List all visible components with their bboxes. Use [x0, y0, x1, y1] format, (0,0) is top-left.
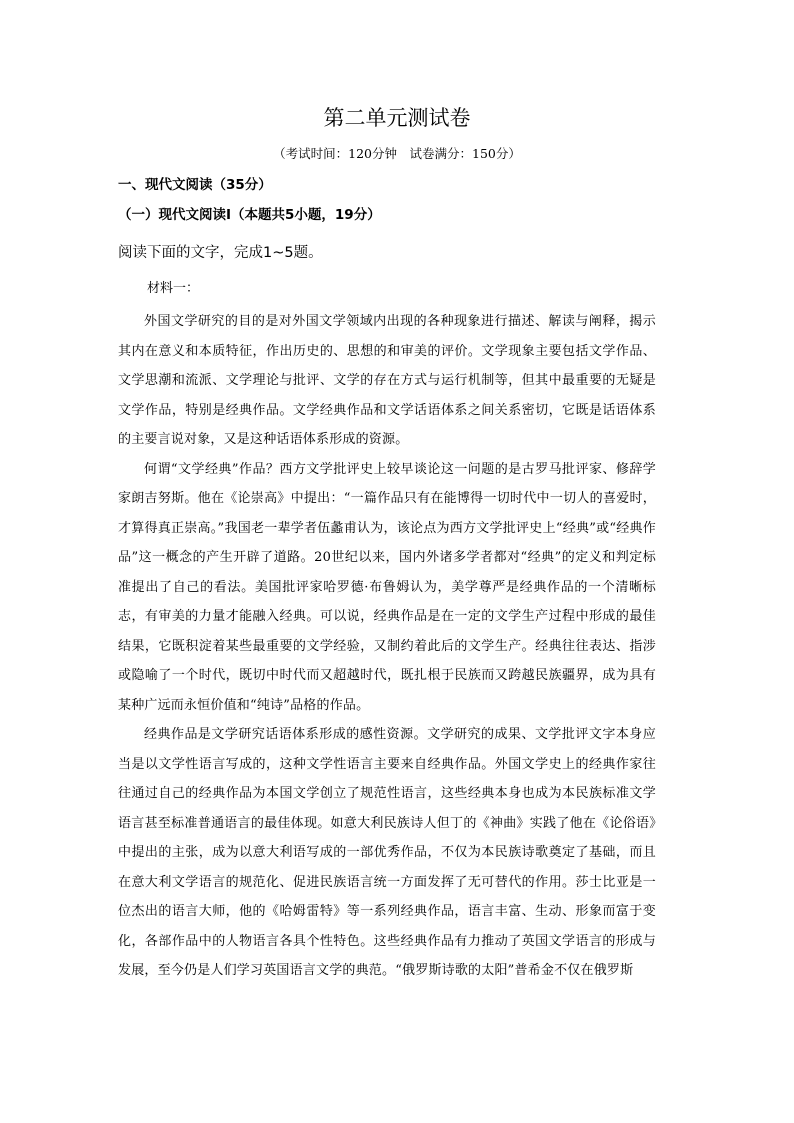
reading-instruction: 阅读下面的文字，完成1~5题。	[118, 245, 323, 261]
material-body	[118, 307, 656, 986]
exam-title: 第二单元测试卷	[323, 106, 471, 130]
paragraph: 何谓“文学经典”作品？西方文学批评史上较早谈论这一问题的是古罗马批评家、修辞学家朗吉努斯。他在《论崇高》中提出：“一篇作品只有在能博得一切时代中一切人的喜爱时，才算得真正崇高。”我国老一辈学者伍蠡甫认为，该论点为西方文学批评史上“经典”或“经典作品”这一概念的产生开辟了道路。20世纪以来，国内外诸多学者都对“经典”的定义和判定标准提出了自己的看法。美国批评家哈罗德·布鲁姆认为，美学尊严是经典作品的一个清晰标志，有审美的力量才能融入经典。可以说，经典作品是在一定的文学生产过程中形成的最佳结果，它既积淀着某些最重要的文学经验，又制约着此后的文学生产。经典往往表达、指涉或隐喻了一个时代，既切中时代而又超越时代，既扎根于民族而又跨越民族疆界，成为具有某种广远而永恒价值和“纯诗”品格的作品。	[118, 461, 656, 713]
exam-subtitle: （考试时间：120分钟 试卷满分：150分）	[273, 146, 521, 161]
section-heading: 一、现代文阅读（35分）	[118, 177, 272, 193]
subsection-heading: （一）现代文阅读Ⅰ（本题共5小题，19分）	[118, 207, 381, 223]
paragraph: 外国文学研究的目的是对外国文学领域内出现的各种现象进行描述、解读与阐释，揭示其内在意义和本质特征，作出历史的、思想的和审美的评价。文学现象主要包括文学作品、文学思潮和流派、文学理论与批评、文学的存在方式与运行机制等，但其中最重要的无疑是文学作品，特别是经典作品。文学经典作品和文学话语体系之间关系密切，它既是话语体系的主要言说对象，又是这种话语体系形成的资源。	[118, 314, 656, 447]
material-label: 材料一：	[147, 281, 200, 296]
paragraph: 经典作品是文学研究话语体系形成的感性资源。文学研究的成果、文学批评文字本身应当是以文学性语言写成的，这种文学性语言主要来自经典作品。外国文学史上的经典作家往往通过自己的经典作品为本国文学创立了规范性语言，这些经典本身也成为本民族标准文学语言甚至标准普通语言的最佳体现。如意大利民族诗人但丁的《神曲》实践了他在《论俗语》中提出的主张，成为以意大利语写成的一部优秀作品，不仅为本民族诗歌奠定了基础，而且在意大利文学语言的规范化、促进民族语言统一方面发挥了无可替代的作用。莎士比亚是一位杰出的语言大师，他的《哈姆雷特》等一系列经典作品，语言丰富、生动、形象而富于变化，各部作品中的人物语言各具个性特色。这些经典作品有力推动了英国文学语言的形成与发展，至今仍是人们学习英国语言文学的典范。“俄罗斯诗歌的太阳”普希金不仅在俄罗斯	[118, 727, 656, 978]
